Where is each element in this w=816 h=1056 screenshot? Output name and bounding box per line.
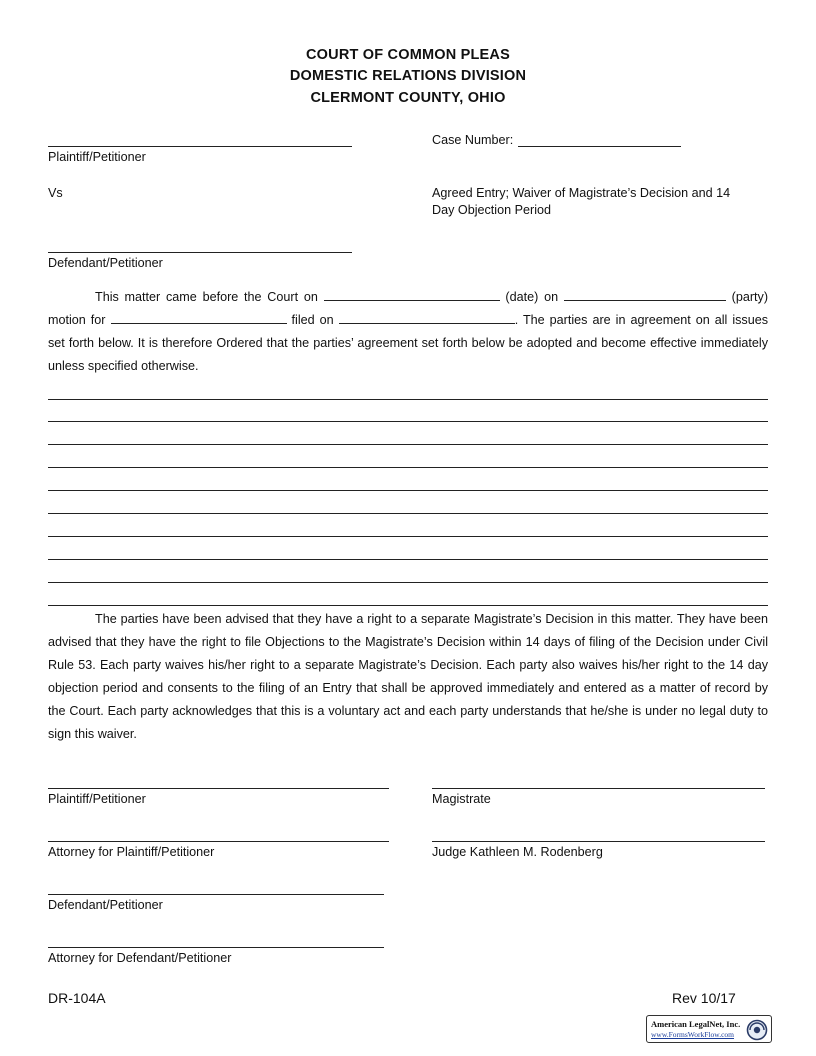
form-id: DR-104A: [48, 990, 106, 1006]
agreement-line[interactable]: [48, 559, 768, 560]
badge-company-name: American LegalNet, Inc.: [651, 1019, 741, 1029]
defendant-name-line[interactable]: [48, 252, 352, 253]
case-number-line[interactable]: [518, 146, 681, 147]
court-name: COURT OF COMMON PLEAS: [306, 47, 510, 63]
waiver-paragraph: [48, 608, 768, 746]
agreement-line[interactable]: [48, 605, 768, 606]
agreement-line[interactable]: [48, 513, 768, 514]
document-title-line1: Agreed Entry; Waiver of Magistrate’s Decision and 14: [432, 186, 731, 200]
intro-paragraph: [48, 286, 768, 378]
motion-blank[interactable]: [111, 312, 287, 324]
plaintiff-name-line[interactable]: [48, 146, 352, 147]
plaintiff-label: Plaintiff/Petitioner: [48, 150, 146, 164]
agreement-line[interactable]: [48, 536, 768, 537]
division-name: DOMESTIC RELATIONS DIVISION: [289, 68, 527, 84]
agreement-line[interactable]: [48, 444, 768, 445]
agreement-line[interactable]: [48, 467, 768, 468]
agreement-line[interactable]: [48, 399, 768, 400]
plaintiff-attorney-signature-line[interactable]: [48, 841, 389, 842]
county-name: CLERMONT COUNTY, OHIO: [310, 90, 506, 106]
globe-logo-icon: [746, 1019, 768, 1041]
plaintiff-attorney-label: Attorney for Plaintiff/Petitioner: [48, 845, 215, 859]
defendant-attorney-signature-line[interactable]: [48, 947, 384, 948]
party-blank[interactable]: [564, 289, 726, 301]
intro-text-1: This matter came before the Court on: [95, 290, 318, 304]
document-title-line2: Day Objection Period: [432, 203, 552, 217]
badge-url[interactable]: www.FormsWorkFlow.com: [651, 1030, 735, 1039]
defendant-label: Defendant/Petitioner: [48, 256, 163, 270]
defendant-signature-line[interactable]: [48, 894, 384, 895]
americanlegalnet-badge[interactable]: [646, 1015, 772, 1043]
defendant-attorney-label: Attorney for Defendant/Petitioner: [48, 951, 232, 965]
plaintiff-signature-line[interactable]: [48, 788, 389, 789]
judge-signature-line[interactable]: [432, 841, 765, 842]
case-number-label: Case Number:: [432, 133, 514, 147]
intro-text-4: motion for: [48, 313, 106, 327]
plaintiff-signature-label: Plaintiff/Petitioner: [48, 792, 146, 806]
magistrate-signature-line[interactable]: [432, 788, 765, 789]
versus-label: Vs: [48, 186, 63, 200]
intro-text-2: (date) on: [505, 290, 559, 304]
intro-text-5: filed on: [291, 313, 334, 327]
agreement-line[interactable]: [48, 490, 768, 491]
agreement-line[interactable]: [48, 582, 768, 583]
filed-date-blank[interactable]: [339, 312, 515, 324]
judge-signature-label: Judge Kathleen M. Rodenberg: [432, 845, 603, 859]
defendant-signature-label: Defendant/Petitioner: [48, 898, 163, 912]
hearing-date-blank[interactable]: [324, 289, 500, 301]
revision-label: Rev 10/17: [672, 990, 736, 1006]
intro-text-6: . The parties are in agreement on all issues set forth below. It is therefore Ordered that the parties’ agreement set forth below be adopted and become effective immediately unless specified otherwise.: [48, 313, 769, 373]
waiver-text: The parties have been advised that they have a right to a separate Magistrate’s Decision in this matter. They have been advised that they have the right to file Objections to the Magistrate’s Decision within 14 days of filing of the Decision under Civil Rule 53. Each party waives his/her right to a separate Magistrate’s Decision. Each party also waives his/her right to the 14 day objection period and consents to the filing of an Entry that shall be approved immediately and entered as a matter of record by the Court. Each party acknowledges that this is a voluntary act and each party understands that he/she is under no legal duty to sign this waiver.: [48, 612, 768, 741]
intro-text-3: (party): [731, 290, 769, 304]
agreement-line[interactable]: [48, 421, 768, 422]
magistrate-signature-label: Magistrate: [432, 792, 491, 806]
